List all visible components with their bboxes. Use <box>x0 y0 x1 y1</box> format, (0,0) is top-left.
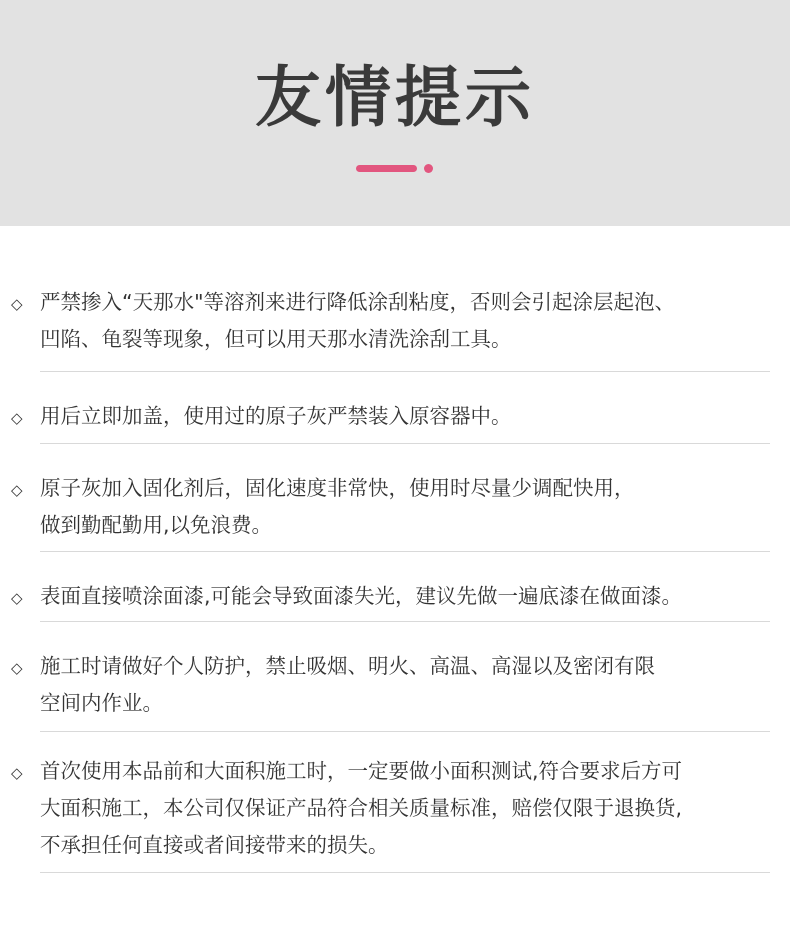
note-divider <box>40 551 770 552</box>
note-line: 严禁掺入“天那水"等溶剂来进行降低涂刮粘度，否则会引起涂层起泡、 <box>40 290 676 314</box>
diamond-outline-icon: ◇ <box>11 589 23 607</box>
diamond-outline-icon: ◇ <box>11 409 23 427</box>
note-divider <box>40 621 770 622</box>
note-line: 用后立即加盖，使用过的原子灰严禁装入原容器中。 <box>40 404 512 428</box>
note-line: 不承担任何直接或者间接带来的损失。 <box>40 833 389 857</box>
note-line: 凹陷、龟裂等现象，但可以用天那水清洗涂刮工具。 <box>40 327 512 351</box>
note-divider <box>40 371 770 372</box>
note-text <box>40 398 765 435</box>
note-line: 首次使用本品前和大面积施工时，一定要做小面积测试,符合要求后方可 <box>40 759 683 783</box>
note-divider <box>40 872 770 873</box>
diamond-outline-icon: ◇ <box>11 295 23 313</box>
note-text <box>40 753 765 864</box>
diamond-outline-icon: ◇ <box>11 764 23 782</box>
note-text <box>40 284 765 358</box>
header-banner <box>0 0 790 226</box>
note-line: 做到勤配勤用,以免浪费。 <box>40 513 273 537</box>
note-divider <box>40 443 770 444</box>
diamond-outline-icon: ◇ <box>11 481 23 499</box>
divider-dot <box>424 164 433 173</box>
page-title: 友情提示 <box>255 59 535 136</box>
note-text <box>40 648 765 722</box>
note-line: 空间内作业。 <box>40 691 163 715</box>
note-line: 原子灰加入固化剂后，固化速度非常快，使用时尽量少调配快用， <box>40 476 635 500</box>
note-line: 表面直接喷涂面漆,可能会导致面漆失光，建议先做一遍底漆在做面漆。 <box>40 584 683 608</box>
note-line: 大面积施工，本公司仅保证产品符合相关质量标准，赔偿仅限于退换货, <box>40 796 683 820</box>
note-line: 施工时请做好个人防护，禁止吸烟、明火、高温、高湿以及密闭有限 <box>40 654 655 678</box>
diamond-outline-icon: ◇ <box>11 659 23 677</box>
note-text <box>40 470 765 544</box>
note-text <box>40 578 765 615</box>
note-divider <box>40 731 770 732</box>
divider-bar <box>356 165 417 172</box>
